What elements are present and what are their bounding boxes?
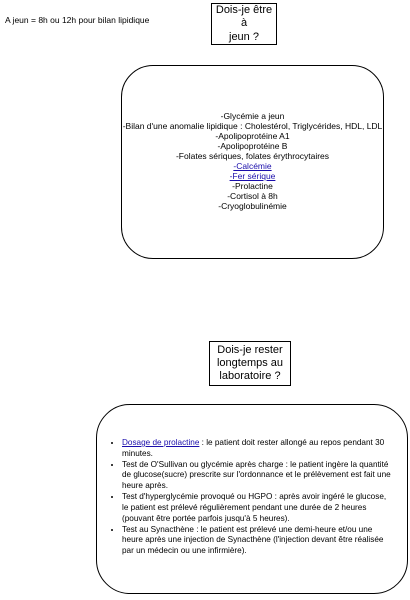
lab-duration-question: Dois-je rester longtemps au laboratoire ? [216, 343, 284, 383]
lab-duration-question-box [209, 341, 291, 386]
list-item: -Cortisol à 8h [227, 190, 278, 201]
long-tests-list [97, 438, 392, 557]
list-item: • Test d'hyperglycémie provoqué ou HGPO : après avoir ingéré le glucose, le patient est prélevé régulièrement pendant une durée de 2 heures (pouvant être portée parfois jusqu'à 5 heures). [122, 492, 392, 524]
fasting-question-box [211, 3, 277, 45]
list-item: • Test au Synacthène : le patient est prélevé une demi-heure et/ou une heure après une injection de Synacthène (l'injection devant être réalisée par un médecin ou une infirmière). [122, 525, 392, 557]
list-item: -Apolipoprotéine A1 [215, 131, 290, 142]
calcemie-link[interactable]: -Calcémie [233, 161, 272, 171]
fasting-tests-box [121, 65, 384, 259]
list-item: -Bilan d'une anomalie lipidique : Cholestérol, Triglycérides, HDL, LDL [122, 121, 383, 132]
fasting-duration-note: A jeun = 8h ou 12h pour bilan lipidique [5, 15, 150, 25]
list-item: • Test de O'Sullivan ou glycémie après charge : le patient ingère la quantité de glucose(sucre) prescrite sur l'ordonnance et le prélèvement est fait une heure après. [122, 460, 392, 492]
fer-serique-link[interactable]: -Fer sérique [229, 170, 276, 181]
list-item: -Folates sériques, folates érythrocytaires [175, 151, 330, 162]
fasting-question-line-2: jeun ? [229, 30, 259, 43]
fasting-tests-list [123, 112, 383, 211]
list-item: -Glycémie a jeun [220, 111, 285, 122]
list-item [122, 438, 392, 460]
list-item-text: : le patient doit rester allongé au repos pendant 30 minutes. [122, 438, 385, 458]
fasting-question-line-1: Dois-je être à [215, 4, 273, 30]
dosage-prolactine-link[interactable]: Dosage de prolactine [122, 438, 200, 447]
list-item: -Apolipoprotéine B [217, 141, 288, 152]
long-tests-box [96, 404, 408, 594]
list-item: -Cryoglobulinémie [218, 200, 287, 211]
list-item: -Prolactine [232, 180, 273, 191]
